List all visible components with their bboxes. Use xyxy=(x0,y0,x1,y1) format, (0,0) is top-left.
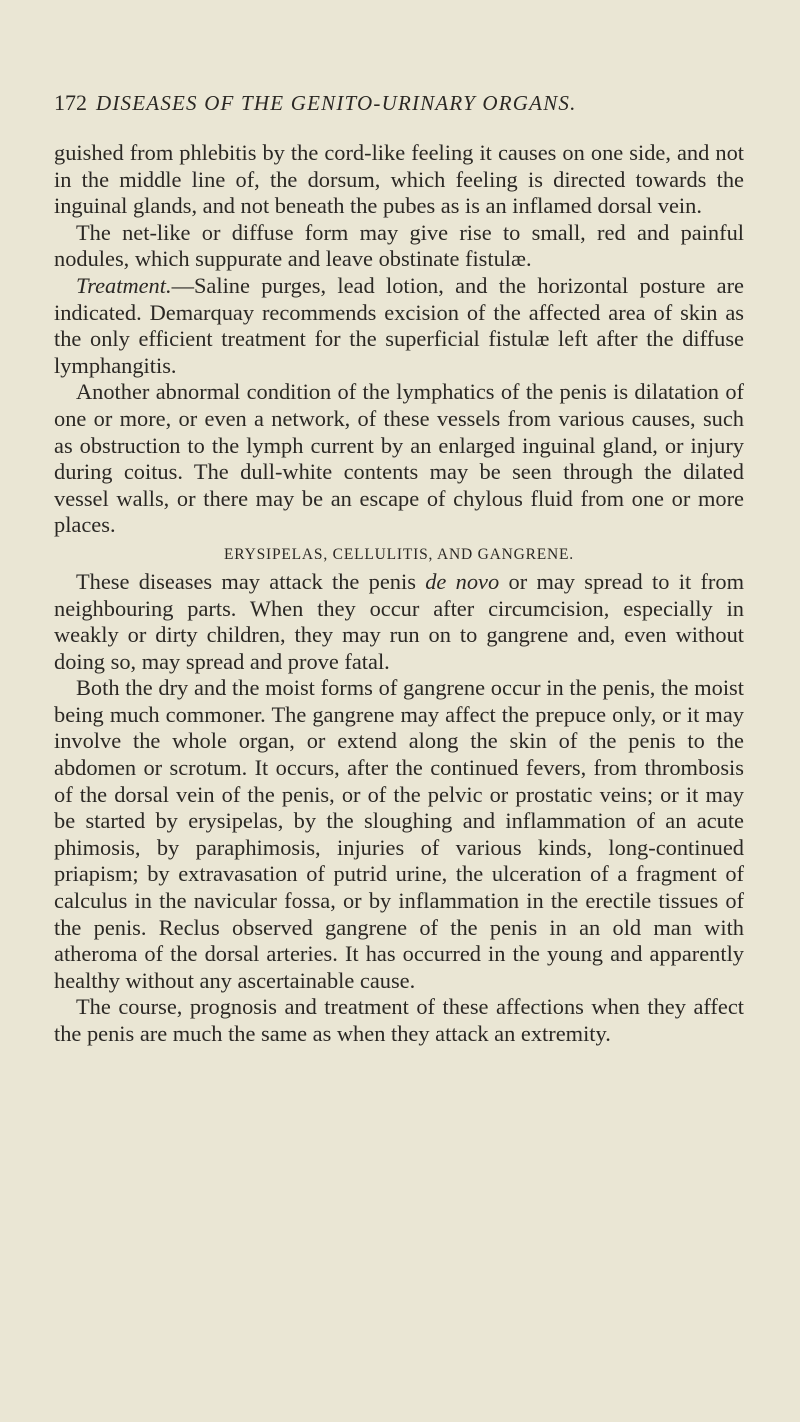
paragraph-gangrene: Both the dry and the moist forms of gangrene occur in the penis, the moist being much commoner. The gangrene may affect the prepuce only, or it may involve the whole organ, or extend along the skin of the penis to the abdomen or scrotum. It occurs, after the continued fevers, from thrombosis of the dorsal vein of the penis, or of the pelvic or prostatic veins; or it may be started by erysipelas, by the sloughing and inflammation of an acute phimosis, by paraphimosis, injuries of various kinds, long-continued priapism; by extravasation of putrid urine, the ulceration of a fragment of calculus in the navicular fossa, or by inflammation in the erectile tissues of the penis. Reclus observed gangrene of the penis in an old man with atheroma of the dorsal arteries. It has occurred in the young and apparently healthy without any ascertainable cause. xyxy=(54,675,744,993)
book-page xyxy=(54,90,744,1048)
section-heading: ERYSIPELAS, CELLULITIS, AND GANGRENE. xyxy=(224,545,574,563)
paragraph-prognosis: The course, prognosis and treatment of these affections when they affect the penis are much the same as when they attack an extremity. xyxy=(54,994,744,1046)
treatment-text: —Saline purges, lead lotion, and the horizontal posture are indicated. Demarquay recommends excision of the affected area of skin as the only efficient treatment for the superficial fistulæ left after the diffuse lymphangitis. xyxy=(54,272,744,378)
page-number: 172 xyxy=(54,90,87,115)
paragraph-treatment xyxy=(54,273,744,379)
running-head xyxy=(54,90,744,126)
paragraph-lymphangitis-diagnosis: guished from phlebitis by the cord-like feeling it causes on one side, and not in the middle line of, the dorsum, which feeling is directed towards the inguinal glands, and not beneath the pubes as is an inflamed dorsal vein. xyxy=(54,140,744,219)
erysipelas-text-b: or may spread to it from neighbouring parts. When they occur after circumcision, especially in weakly or dirty children, they may run on to gangrene and, even without doing so, may spread and prove fatal. xyxy=(54,568,744,674)
paragraph-dilatation: Another abnormal condition of the lymphatics of the penis is dilatation of one or more, or even a network, of these vessels from various causes, such as obstruction to the lymph current by an enlarged inguinal gland, or injury during coitus. The dull-white contents may be seen through the dilated vessel walls, or there may be an escape of chylous fluid from one or more places. xyxy=(54,379,744,538)
paragraph-erysipelas xyxy=(54,569,744,675)
treatment-label: Treatment. xyxy=(76,272,172,298)
running-title: DISEASES OF THE GENITO-URINARY ORGANS. xyxy=(96,91,577,115)
body-text xyxy=(54,140,744,1048)
de-novo-term: de novo xyxy=(425,568,500,594)
paragraph-diffuse-form: The net-like or diffuse form may give rise to small, red and painful nodules, which suppurate and leave obstinate fistulæ. xyxy=(54,219,744,272)
erysipelas-text-a: These diseases may attack the penis xyxy=(76,568,426,594)
